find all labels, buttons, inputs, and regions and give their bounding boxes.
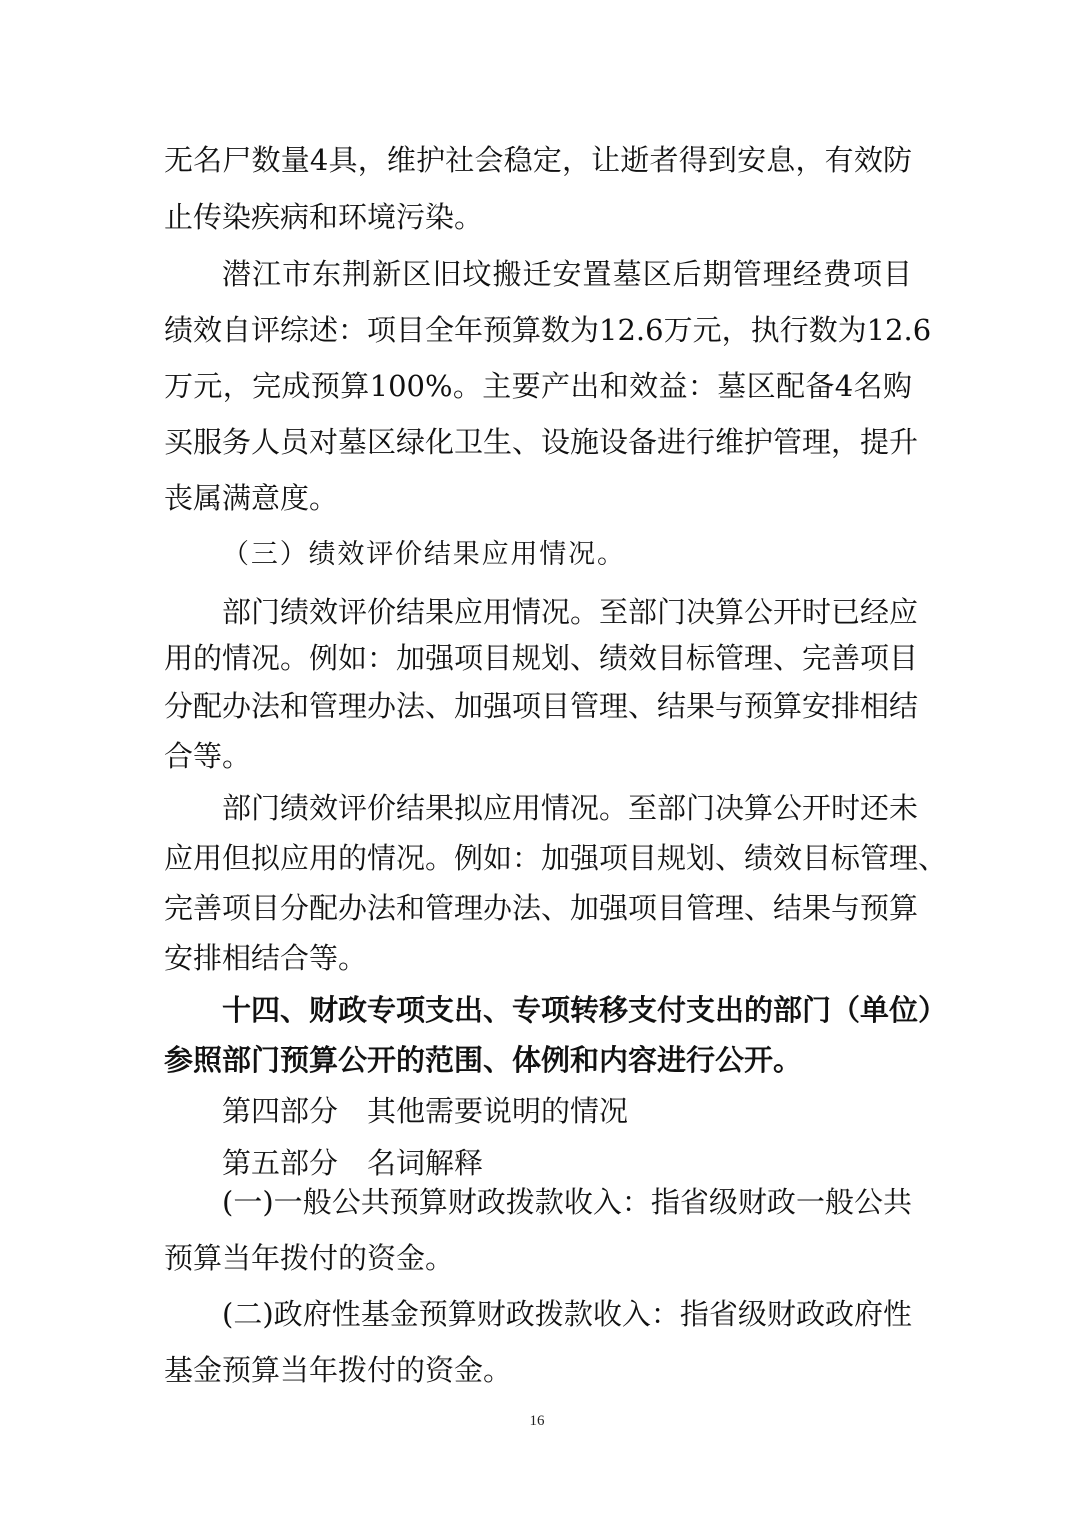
page-number: 16 bbox=[529, 1413, 545, 1429]
